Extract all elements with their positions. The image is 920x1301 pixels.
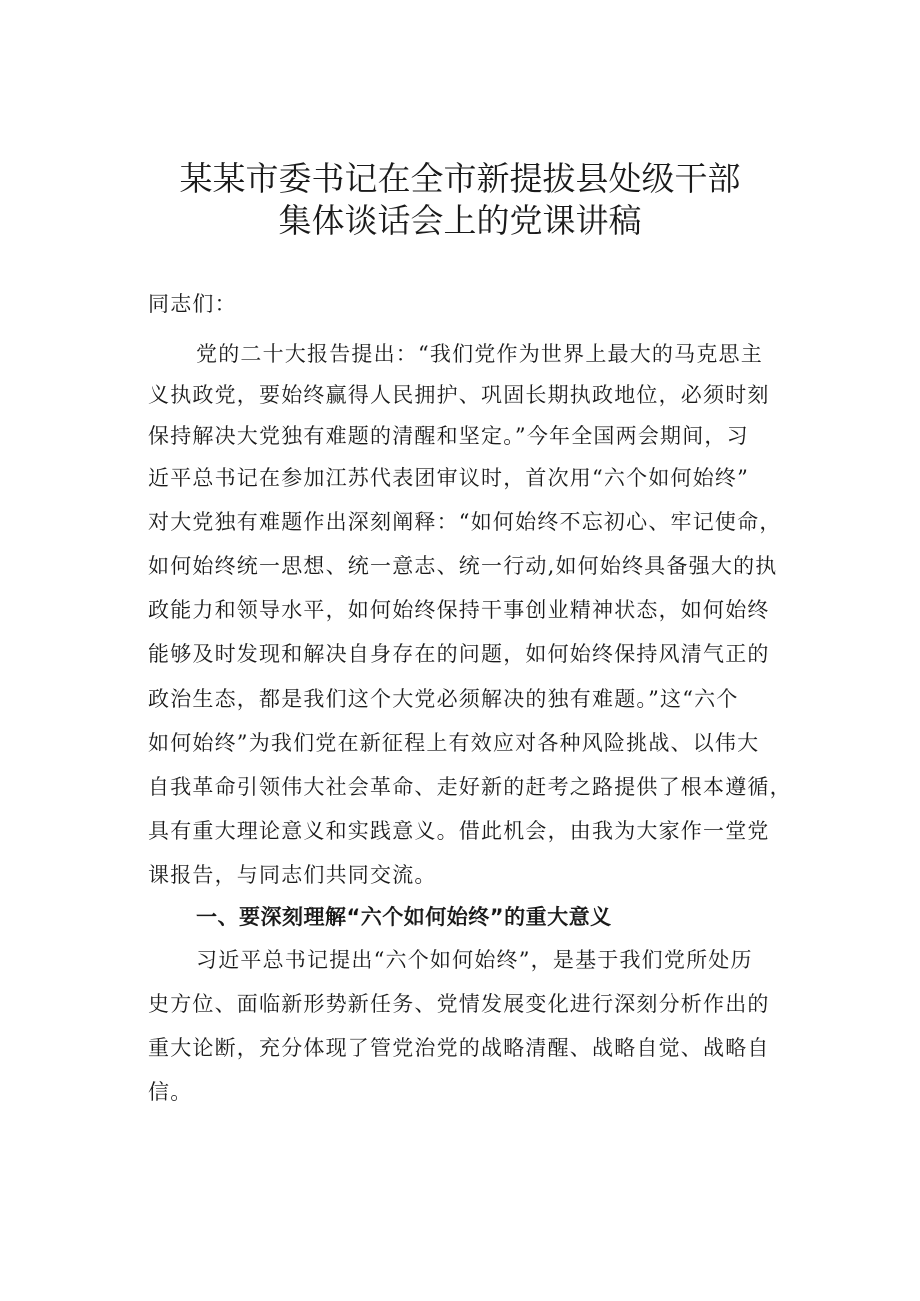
paragraph-1-line: 课报告，与同志们共同交流。 <box>148 863 437 887</box>
paragraph-1-line: 能够及时发现和解决自身存在的问题，如何始终保持风清气正的 <box>148 642 770 666</box>
document-title-line-1: 某某市委书记在全市新提拔县处级干部 <box>179 159 741 198</box>
paragraph-2-line: 重大论断，充分体现了管党治党的战略清醒、战略自觉、战略自 <box>148 1036 770 1060</box>
paragraph-2-line: 习近平总书记提出“六个如何始终”，是基于我们党所处历 <box>196 948 753 972</box>
paragraph-1-line: 近平总书记在参加江苏代表团审议时，首次用“六个如何始终” <box>148 466 750 490</box>
paragraph-1-line: 自我革命引领伟大社会革命、走好新的赶考之路提供了根本遵循， <box>148 775 792 799</box>
paragraph-1-line: 如何始终”为我们党在新征程上有效应对各种风险挑战、以伟大 <box>148 731 760 755</box>
section-heading: 一、要深刻理解“六个如何始终”的重大意义 <box>196 905 612 929</box>
paragraph-1-line: 党的二十大报告提出：“我们党作为世界上最大的马克思主 <box>196 342 763 366</box>
paragraph-1-line: 对大党独有难题作出深刻阐释：“如何始终不忘初心、牢记使命， <box>148 510 782 534</box>
paragraph-1-line: 政能力和领导水平，如何始终保持干事创业精神状态，如何始终 <box>148 598 770 622</box>
paragraph-1-line: 如何始终统一思想、统一意志、统一行动,如何始终具备强大的执 <box>148 554 778 578</box>
paragraph-1-line: 义执政党，要始终赢得人民拥护、巩固长期执政地位，必须时刻 <box>148 383 770 407</box>
paragraph-1-line: 具有重大理论意义和实践意义。借此机会，由我为大家作一堂党 <box>148 819 770 843</box>
paragraph-2-line: 信。 <box>148 1080 193 1104</box>
salutation: 同志们： <box>148 292 237 316</box>
paragraph-1-line: 政治生态，都是我们这个大党必须解决的独有难题。”这“六个 <box>148 687 739 711</box>
document-title-line-2: 集体谈话会上的党课讲稿 <box>278 201 642 240</box>
paragraph-1-line: 保持解决大党独有难题的清醒和坚定。”今年全国两会期间，习 <box>148 424 749 448</box>
paragraph-2-line: 史方位、面临新形势新任务、党情发展变化进行深刻分析作出的 <box>148 992 770 1016</box>
